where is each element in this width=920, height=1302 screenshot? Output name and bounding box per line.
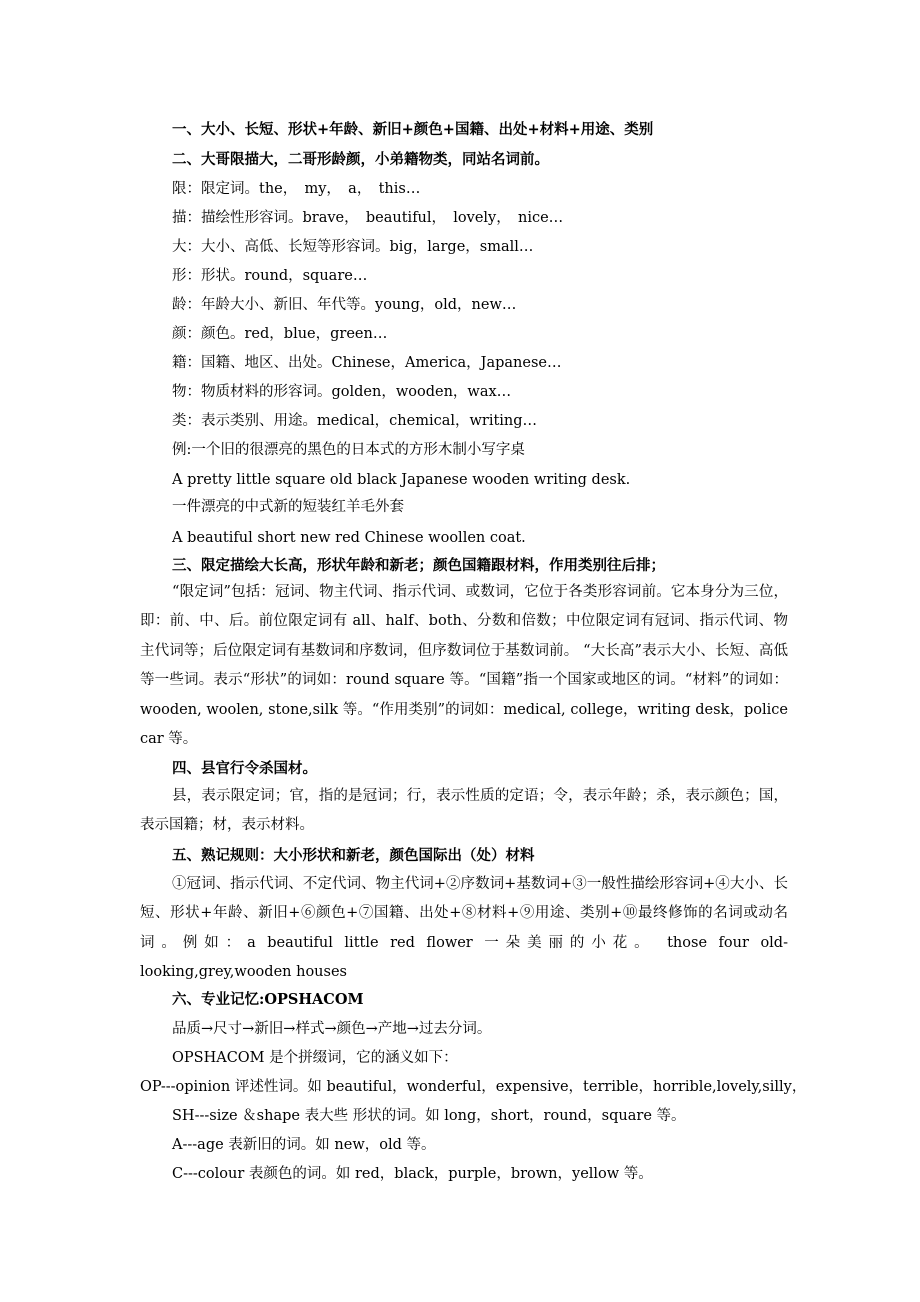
list-item: 描：描绘性形容词。brave， beautiful， lovely， nice… <box>172 210 564 226</box>
heading-four: 四、县官行令杀国材。 <box>172 760 317 777</box>
example-chinese: 例:一个旧的很漂亮的黑色的日本式的方形木制小写字桌 <box>172 442 525 458</box>
list-item: 类：表示类别、用途。medical，chemical，writing… <box>172 413 538 429</box>
example-chinese: 一件漂亮的中式新的短装红羊毛外套 <box>172 499 404 515</box>
example-english: A beautiful short new red Chinese woollen coat. <box>172 530 526 546</box>
list-item: 龄：年龄大小、新旧、年代等。young，old，new… <box>172 297 517 313</box>
opshacom-c: C---colour 表颜色的词。如 red，black，purple，brown，yellow 等。 <box>172 1166 653 1182</box>
opshacom-op: OP---opinion 评述性词。如 beautiful，wonderful，expensive，terrible，horrible,lovely,silly， <box>140 1079 807 1095</box>
list-item: 籍：国籍、地区、出处。Chinese，America，Japanese… <box>172 355 562 371</box>
heading-five: 五、熟记规则：大小形状和新老，颜色国际出（处）材料 <box>172 847 535 864</box>
list-item: 大：大小、高低、长短等形容词。big，large，small… <box>172 239 534 255</box>
heading-three: 三、限定描绘大长高，形状年龄和新老；颜色国籍跟材料，作用类别往后排； <box>172 557 665 574</box>
paragraph-determiners: “限定词”包括：冠词、物主代词、指示代词、或数词，它位于各类形容词前。它本身分为三位，即：前、中、后。前位限定词有 all、half、both、分数和倍数；中位限定词有冠词、指示代词、物主代词等；后位限定词有基数词和序数词，但序数词位于基数词前。 “大长高”表示大小、长短、高低等一些词。表示“形状”的词如：round square 等。“国籍”指一个国家或地区的词。“材料”的词如：wooden, woolen, stone,silk 等。“作用类别”的词如：medical, college，writing desk，police car 等。 <box>140 584 788 748</box>
opshacom-a: A---age 表新旧的词。如 new，old 等。 <box>172 1137 436 1153</box>
order-sequence: 品质→尺寸→新旧→样式→颜色→产地→过去分词。 <box>172 1021 492 1037</box>
example-english: A pretty little square old black Japanese wooden writing desk. <box>172 472 631 488</box>
list-item: 限：限定词。the， my， a， this… <box>172 181 421 197</box>
paragraph-rules: ①冠词、指示代词、不定代词、物主代词+②序数词+基数词+③一般性描绘形容词+④大小、长短、形状+年龄、新旧+⑥颜色+⑦国籍、出处+⑧材料+⑨用途、类别+⑩最终修饰的名词或动名词。例如：a beautiful little red flower 一朵美丽的小花。 those four old-looking,grey,wooden houses <box>140 876 788 981</box>
opshacom-intro: OPSHACOM 是个拼缀词，它的涵义如下： <box>172 1050 458 1066</box>
heading-six: 六、专业记忆:OPSHACOM <box>172 991 364 1008</box>
list-item: 物：物质材料的形容词。golden，wooden，wax… <box>172 384 512 400</box>
paragraph-mnemonic: 县，表示限定词；官，指的是冠词；行，表示性质的定语；令，表示年龄；杀，表示颜色；国，表示国籍；材，表示材料。 <box>140 788 788 834</box>
heading-one: 一、大小、长短、形状+年龄、新旧+颜色+国籍、出处+材料+用途、类别 <box>172 121 654 138</box>
list-item: 颜：颜色。red，blue，green… <box>172 326 388 342</box>
opshacom-sh: SH---size ＆shape 表大些 形状的词。如 long，short，round，square 等。 <box>172 1108 686 1124</box>
list-item: 形：形状。round，square… <box>172 268 368 284</box>
heading-two: 二、大哥限描大，二哥形龄颜，小弟籍物类，同站名词前。 <box>172 151 549 168</box>
